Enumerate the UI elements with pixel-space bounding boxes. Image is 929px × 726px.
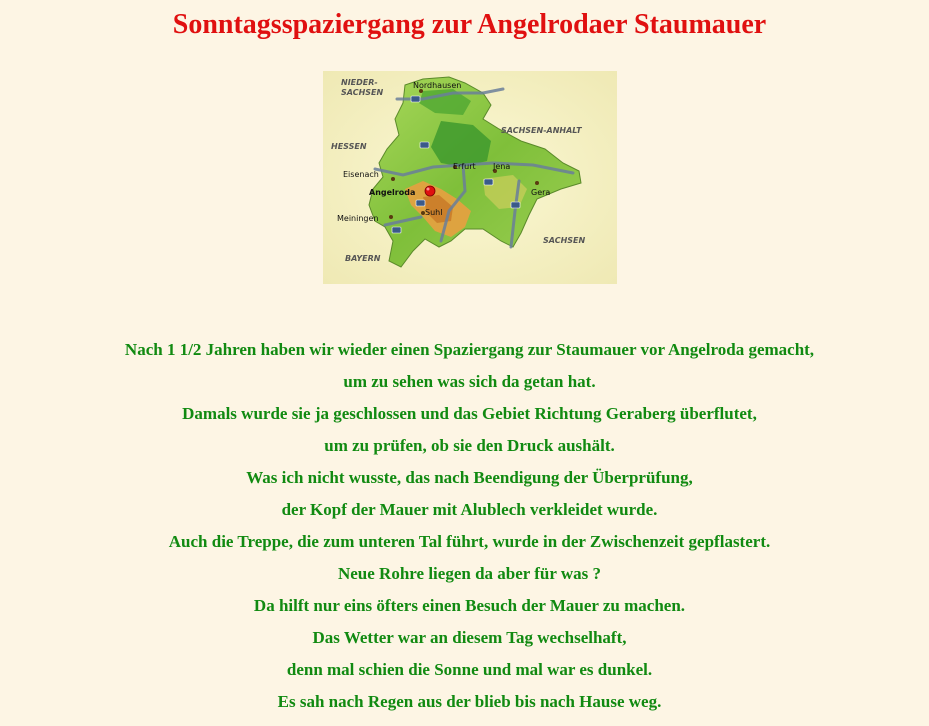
text-line: Damals wurde sie ja geschlossen und das Gebiet Richtung Geraberg überflutet, <box>182 404 757 423</box>
text-line: Was ich nicht wusste, das nach Beendigung der Überprüfung, <box>246 468 693 487</box>
city-nordhausen: Nordhausen <box>413 81 462 90</box>
region-hessen: HESSEN <box>331 142 367 151</box>
city-meiningen: Meiningen <box>337 214 379 223</box>
region-sachsen: SACHSEN <box>543 236 586 245</box>
thuringia-map-image <box>323 71 617 284</box>
city-erfurt: Erfurt <box>453 162 476 171</box>
text-line: Neue Rohre liegen da aber für was ? <box>337 564 602 583</box>
text-line: der Kopf der Mauer mit Alublech verkleidet wurde. <box>281 500 658 519</box>
city-eisenach: Eisenach <box>343 170 379 179</box>
region-niedersachsen-line2: SACHSEN <box>341 88 384 97</box>
text-line: um zu sehen was sich da getan hat. <box>343 372 596 391</box>
text-line: Da hilft nur eins öfters einen Besuch der Mauer zu machen. <box>253 596 686 615</box>
city-suhl: Suhl <box>425 208 443 217</box>
text-line: Nach 1 1/2 Jahren haben wir wieder einen Spaziergang zur Staumauer vor Angelroda gemacht, <box>124 340 815 359</box>
text-line: Das Wetter war an diesem Tag wechselhaft, <box>312 628 627 647</box>
text-line: denn mal schien die Sonne und mal war es dunkel. <box>286 660 653 679</box>
angelroda-marker-shine <box>427 188 430 191</box>
region-sachsen-anhalt: SACHSEN-ANHALT <box>501 126 582 135</box>
article-text <box>0 334 929 718</box>
text-line: Auch die Treppe, die zum unteren Tal führt, wurde in der Zwischenzeit gepflastert. <box>168 532 771 551</box>
city-jena: Jena <box>493 162 511 171</box>
text-line: um zu prüfen, ob sie den Druck aushält. <box>324 436 615 455</box>
region-niedersachsen-line1: NIEDER- <box>341 78 378 87</box>
region-bayern: BAYERN <box>345 254 381 263</box>
text-line: Es sah nach Regen aus der blieb bis nach Hause weg. <box>277 692 662 711</box>
city-gera: Gera <box>531 188 551 197</box>
city-angelroda: Angelroda <box>369 188 416 197</box>
page-title: Sonntagsspaziergang zur Angelrodaer Staumauer <box>172 9 767 40</box>
angelroda-marker <box>425 186 435 196</box>
